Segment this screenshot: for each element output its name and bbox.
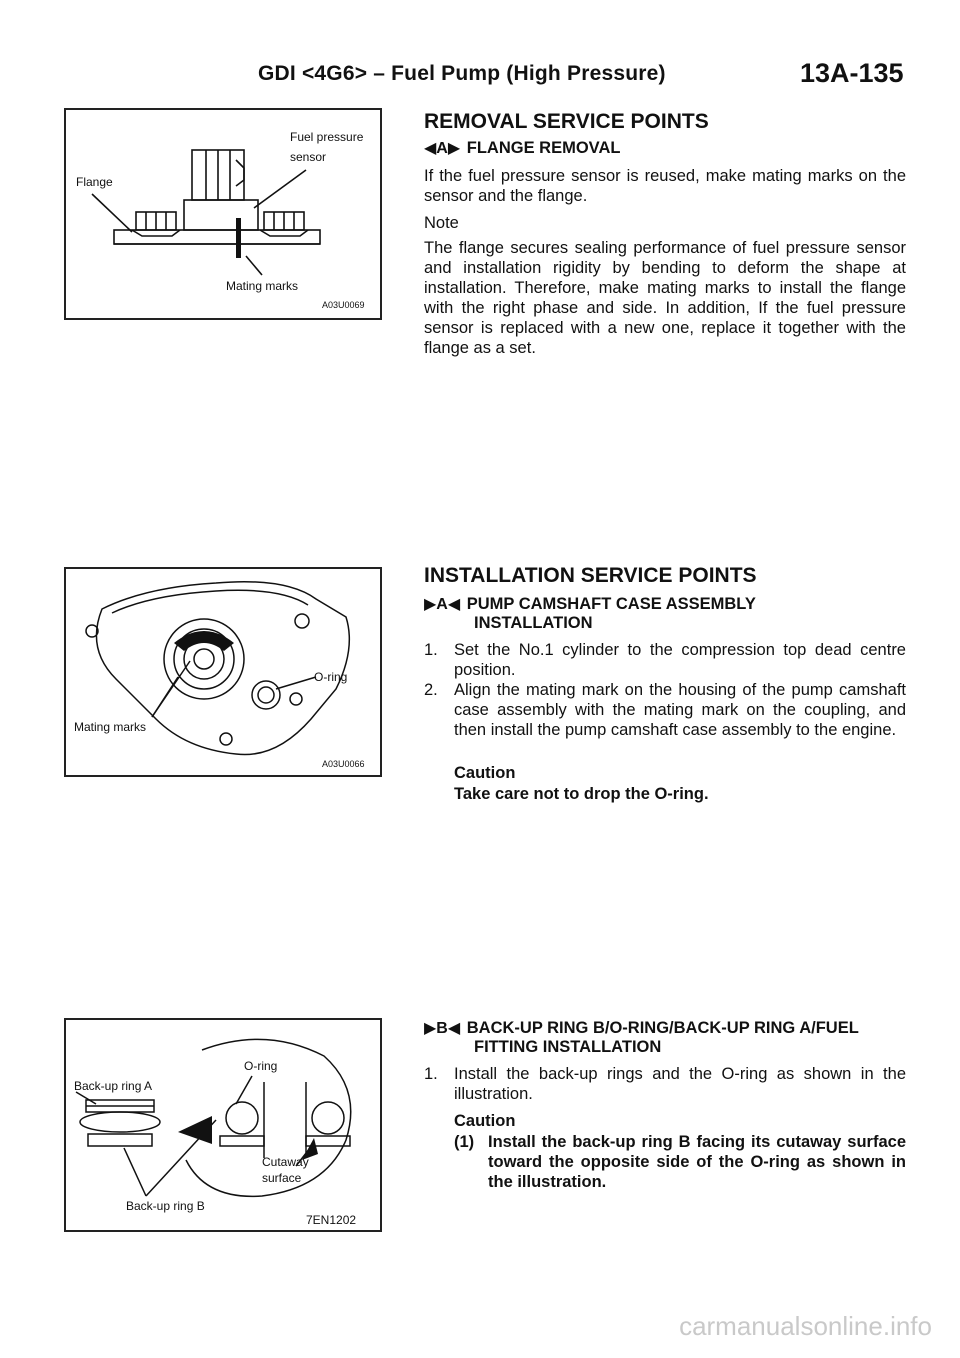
page-number: 13A-135 — [800, 58, 904, 88]
caution-body: Install the back-up ring B facing its cutaway surface toward the opposite side of the O-ring as shown in the illustration. — [488, 1133, 906, 1191]
figure-flange-sensor — [64, 108, 382, 320]
step-number: 1. — [424, 1065, 438, 1083]
step-a-2 — [424, 680, 906, 740]
removal-heading: REMOVAL SERVICE POINTS — [424, 110, 709, 133]
procedure-marker-b: ▶B◀ — [424, 1020, 461, 1037]
fig2-label-mating-marks: Mating marks — [74, 720, 147, 734]
caution-label-a: Caution — [454, 764, 516, 782]
caution-text-a: Take care not to drop the O-ring. — [454, 785, 709, 803]
backup-ring-illustration — [66, 1020, 380, 1230]
fig1-label-sensor: sensor — [290, 150, 327, 164]
procedure-marker: ◀A▶ — [424, 140, 461, 157]
pump-camshaft-title: PUMP CAMSHAFT CASE ASSEMBLY — [466, 595, 756, 613]
watermark: carmanualsonline.info — [679, 1311, 932, 1341]
flange-removal-text: If the fuel pressure sensor is reused, make mating marks on the sensor and the flange. — [424, 167, 906, 205]
pump-camshaft-subheading — [424, 594, 756, 633]
procedure-marker-a: ▶A◀ — [424, 596, 461, 613]
step-number: 2. — [424, 681, 438, 699]
pump-camshaft-title-cont: INSTALLATION — [474, 614, 593, 632]
fig3-label-cutaway: Cutaway — [262, 1155, 309, 1169]
figure-backup-rings — [64, 1018, 382, 1232]
note-text: The flange secures sealing performance of fuel pressure sensor and installation rigidity by bending to deform the shape at installation. Therefore, make mating marks to install the flange with the right phase and side. In addition, If the fuel pressure sensor is replaced with a new one, replace it together with the flange as a set. — [424, 239, 906, 357]
step-text: Align the mating mark on the housing of the pump camshaft case assembly with the mating mark on the coupling, and then install the pump camshaft case assembly to the engine. — [454, 681, 906, 739]
flange-removal-subheading — [424, 138, 620, 158]
caution-number: (1) — [454, 1133, 475, 1151]
fig3-label-surface: surface — [262, 1171, 302, 1185]
pump-case-illustration — [66, 569, 380, 775]
page-header-title: GDI <4G6> – Fuel Pump (High Pressure) — [258, 62, 666, 85]
step-number: 1. — [424, 641, 438, 659]
caution-text-b — [454, 1132, 906, 1192]
fig1-label-flange: Flange — [76, 175, 113, 189]
fig3-label-backup-b: Back-up ring B — [126, 1199, 205, 1213]
backup-ring-title: BACK-UP RING B/O-RING/BACK-UP RING A/FUEL — [466, 1019, 859, 1037]
fig3-label-oring: O-ring — [244, 1059, 278, 1073]
fig2-label-oring: O-ring — [314, 670, 348, 684]
fig2-code: A03U0066 — [322, 759, 365, 769]
caution-label-b: Caution — [454, 1112, 516, 1130]
figure-pump-camshaft-case — [64, 567, 382, 777]
step-b-1 — [424, 1064, 906, 1104]
note-label: Note — [424, 214, 459, 232]
fig1-code: A03U0069 — [322, 300, 365, 310]
installation-heading: INSTALLATION SERVICE POINTS — [424, 564, 757, 587]
backup-ring-subheading — [424, 1018, 859, 1057]
step-a-1 — [424, 640, 906, 680]
fig3-code: 7EN1202 — [306, 1213, 357, 1227]
step-text: Install the back-up rings and the O-ring as shown in the illustration. — [454, 1065, 906, 1103]
fig1-label-fuel-pressure: Fuel pressure — [290, 130, 364, 144]
backup-ring-title-cont: FITTING INSTALLATION — [474, 1038, 662, 1056]
flange-sensor-illustration — [66, 110, 380, 318]
step-text: Set the No.1 cylinder to the compression top dead centre position. — [454, 641, 906, 679]
fig3-label-backup-a: Back-up ring A — [74, 1079, 153, 1093]
flange-removal-title: FLANGE REMOVAL — [466, 139, 621, 157]
fig1-label-mating-marks: Mating marks — [226, 279, 299, 293]
